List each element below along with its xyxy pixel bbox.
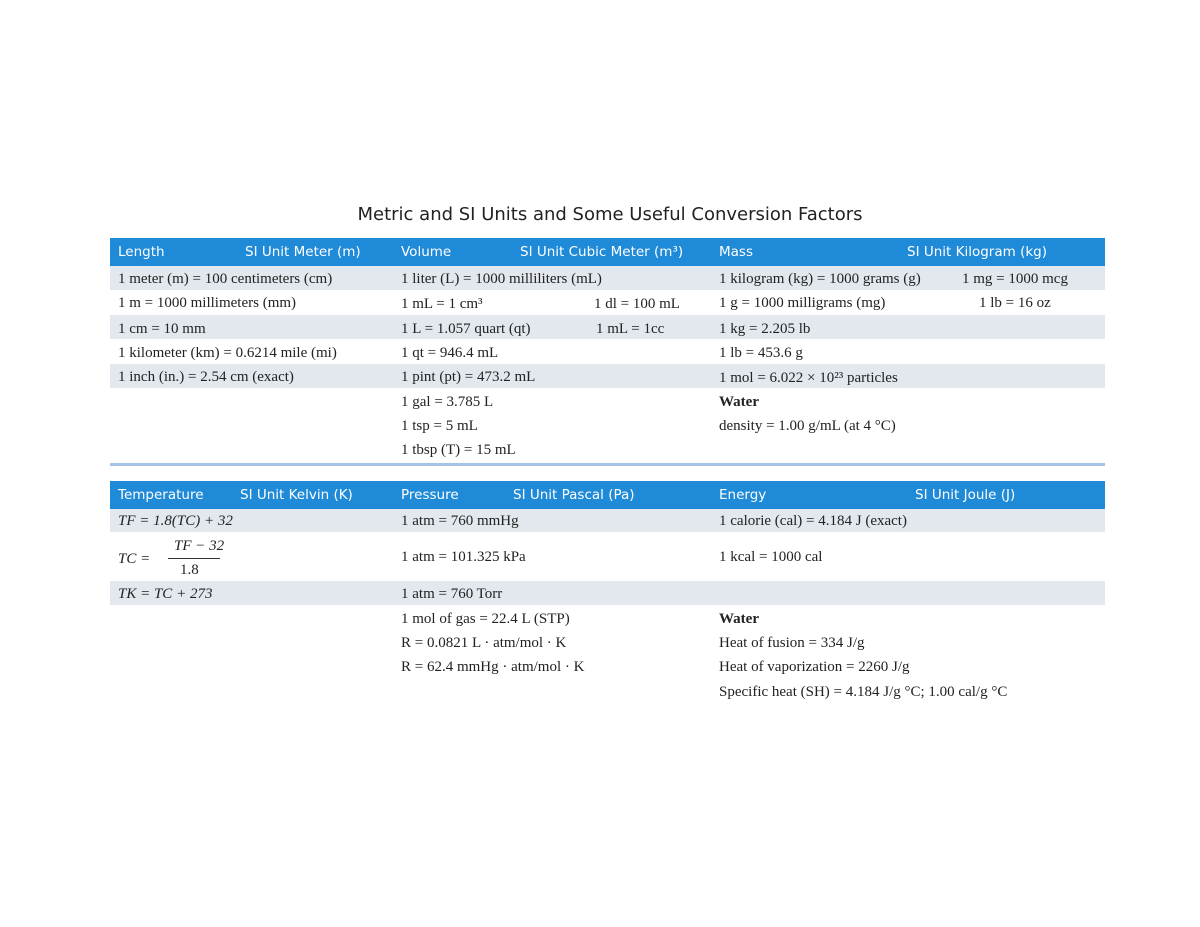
mass-row: 1 g = 1000 milligrams (mg) xyxy=(719,295,886,311)
temperature-fahrenheit-formula: TF = 1.8(TC) + 32 xyxy=(118,513,233,529)
temperature-celsius-lhs: TC = xyxy=(118,551,151,567)
volume-row: 1 tbsp (T) = 15 mL xyxy=(401,442,516,458)
energy-row: Specific heat (SH) = 4.184 J/g °C; 1.00 cal/g °C xyxy=(719,684,1008,700)
table-header-bottom xyxy=(110,481,1105,509)
header-length: Length xyxy=(118,244,165,260)
volume-row: 1 gal = 3.785 L xyxy=(401,394,494,410)
header-mass: Mass xyxy=(719,244,753,260)
pressure-row: R = 0.0821 L · atm/mol · K xyxy=(401,635,567,651)
mass-row: 1 kg = 2.205 lb xyxy=(719,321,811,337)
header-pressure-si: SI Unit Pascal (Pa) xyxy=(513,487,635,503)
mass-extra: 1 lb = 16 oz xyxy=(979,295,1051,311)
header-pressure: Pressure xyxy=(401,487,459,503)
temperature-kelvin-formula: TK = TC + 273 xyxy=(118,586,213,602)
header-volume-si: SI Unit Cubic Meter (m³) xyxy=(520,244,684,260)
volume-row: 1 pint (pt) = 473.2 mL xyxy=(401,369,536,385)
pressure-row: 1 mol of gas = 22.4 L (STP) xyxy=(401,611,570,627)
length-row: 1 inch (in.) = 2.54 cm (exact) xyxy=(118,369,294,385)
energy-row: 1 kcal = 1000 cal xyxy=(719,549,823,565)
mass-row: 1 lb = 453.6 g xyxy=(719,345,803,361)
table-header-top xyxy=(110,238,1105,266)
header-volume: Volume xyxy=(401,244,452,260)
header-length-si: SI Unit Meter (m) xyxy=(245,244,361,260)
energy-water-heading: Water xyxy=(719,611,759,627)
header-mass-si: SI Unit Kilogram (kg) xyxy=(907,244,1047,260)
length-row: 1 meter (m) = 100 centimeters (cm) xyxy=(118,271,333,287)
row-band xyxy=(110,581,1105,605)
section-separator xyxy=(110,463,1105,466)
volume-row: 1 L = 1.057 quart (qt) xyxy=(401,321,531,337)
length-row: 1 kilometer (km) = 0.6214 mile (mi) xyxy=(118,345,337,361)
temperature-celsius-numerator: TF − 32 xyxy=(174,538,225,554)
energy-row: Heat of vaporization = 2260 J/g xyxy=(719,659,910,675)
pressure-row: R = 62.4 mmHg · atm/mol · K xyxy=(401,659,585,675)
mass-water-heading: Water xyxy=(719,394,759,410)
volume-row: 1 mL = 1 cm³ xyxy=(401,296,483,312)
volume-row: 1 tsp = 5 mL xyxy=(401,418,478,434)
row-band xyxy=(110,509,1105,532)
length-row: 1 cm = 10 mm xyxy=(118,321,206,337)
mass-row: density = 1.00 g/mL (at 4 °C) xyxy=(719,418,896,434)
mass-extra: 1 mg = 1000 mcg xyxy=(962,271,1068,287)
volume-extra: 1 dl = 100 mL xyxy=(594,296,680,312)
pressure-row: 1 atm = 760 mmHg xyxy=(401,513,519,529)
header-temperature-si: SI Unit Kelvin (K) xyxy=(240,487,353,503)
volume-extra: 1 mL = 1cc xyxy=(596,321,665,337)
volume-row: 1 liter (L) = 1000 milliliters (mL) xyxy=(401,271,602,287)
header-energy-si: SI Unit Joule (J) xyxy=(915,487,1016,503)
page-title: Metric and SI Units and Some Useful Conversion Factors xyxy=(357,204,863,225)
energy-row: Heat of fusion = 334 J/g xyxy=(719,635,865,651)
volume-row: 1 qt = 946.4 mL xyxy=(401,345,499,361)
header-temperature: Temperature xyxy=(118,487,204,503)
length-row: 1 m = 1000 millimeters (mm) xyxy=(118,295,297,311)
pressure-row: 1 atm = 760 Torr xyxy=(401,586,503,602)
fraction-bar xyxy=(168,558,220,559)
pressure-row: 1 atm = 101.325 kPa xyxy=(401,549,526,565)
mass-row: 1 mol = 6.022 × 10²³ particles xyxy=(719,370,898,386)
header-energy: Energy xyxy=(719,487,767,503)
temperature-celsius-denominator: 1.8 xyxy=(180,562,199,578)
mass-row: 1 kilogram (kg) = 1000 grams (g) xyxy=(719,271,921,287)
energy-row: 1 calorie (cal) = 4.184 J (exact) xyxy=(719,513,907,529)
